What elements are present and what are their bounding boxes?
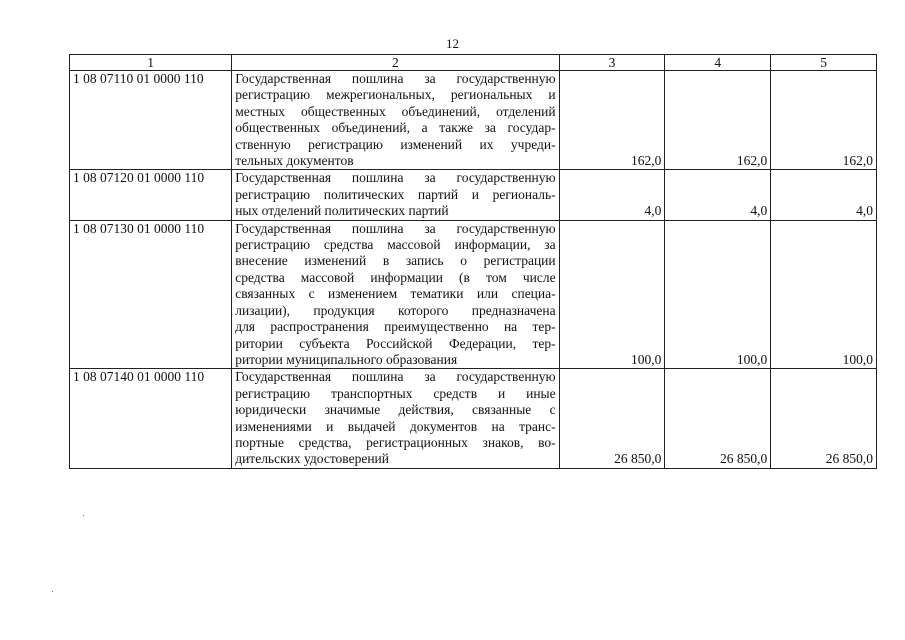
column-header-3: 3: [559, 55, 665, 71]
scan-speck: [83, 515, 84, 516]
amount-cell-col-3: 100,0: [559, 220, 665, 369]
description-line: ственную регистрацию изменений их учреди-: [235, 136, 556, 152]
table-row: [70, 170, 877, 220]
description-line: портные средства, регистрационных знаков, во-: [235, 434, 556, 450]
column-header-4: 4: [665, 55, 771, 71]
description-line: изменениями и выдачей документов на транс-: [235, 418, 556, 434]
table-row: [70, 369, 877, 468]
amount-cell-col-3: 26 850,0: [559, 369, 665, 468]
description-line: Государственная пошлина за государственную: [235, 220, 556, 236]
budget-code-cell: 1 08 07140 01 0000 110: [70, 369, 232, 468]
description-line: тельных документов: [235, 153, 354, 169]
description-line: регистрацию транспортных средств и иные: [235, 385, 556, 401]
description-line: ритории субъекта Российской Федерации, тер-: [235, 335, 556, 351]
column-header-2: 2: [232, 55, 559, 71]
amount-cell-col-4: 4,0: [665, 170, 771, 220]
description-line: ритории муниципального образования: [235, 351, 458, 367]
description-line: дительских удостоверений: [235, 451, 390, 467]
budget-code-cell: 1 08 07120 01 0000 110: [70, 170, 232, 220]
description-line: лизации), продукция которого предназначена: [235, 302, 556, 318]
description-line: Государственная пошлина за государственную: [235, 71, 556, 86]
header-row: [70, 55, 877, 71]
column-header-5: 5: [771, 55, 877, 71]
budget-code-cell: 1 08 07130 01 0000 110: [70, 220, 232, 369]
amount-cell-col-4: 26 850,0: [665, 369, 771, 468]
amount-cell-col-4: 100,0: [665, 220, 771, 369]
description-line: регистрацию политических партий и региональ-: [235, 186, 556, 202]
description-cell: [232, 369, 559, 468]
description-line: ных отделений политических партий: [235, 203, 449, 219]
description-line: общественных объединений, а также за государ-: [235, 120, 556, 136]
description-line: средства массовой информации (в том числе: [235, 269, 556, 285]
column-header-1: 1: [70, 55, 232, 71]
table-row: [70, 71, 877, 170]
description-line: юридически значимые действия, связанные с: [235, 402, 556, 418]
amount-cell-col-3: 162,0: [559, 71, 665, 170]
description-line: Государственная пошлина за государственную: [235, 170, 556, 186]
page-number: 12: [446, 36, 459, 51]
budget-code-cell: 1 08 07110 01 0000 110: [70, 71, 232, 170]
description-line: регистрацию средства массовой информации, за: [235, 237, 556, 253]
table-body: [70, 71, 877, 469]
amount-cell-col-5: 26 850,0: [771, 369, 877, 468]
amount-cell-col-3: 4,0: [559, 170, 665, 220]
amount-cell-col-4: 162,0: [665, 71, 771, 170]
description-line: внесение изменений в запись о регистрации: [235, 253, 556, 269]
amount-cell-col-5: 162,0: [771, 71, 877, 170]
amount-cell-col-5: 4,0: [771, 170, 877, 220]
description-line: местных общественных объединений, отделений: [235, 103, 556, 119]
description-cell: [232, 220, 559, 369]
description-line: для распространения преимущественно на тер-: [235, 319, 556, 335]
description-cell: [232, 71, 559, 170]
description-line: регистрацию межрегиональных, региональных и: [235, 87, 556, 103]
description-cell: [232, 170, 559, 220]
amount-cell-col-5: 100,0: [771, 220, 877, 369]
budget-table: [69, 54, 877, 469]
scan-speck: [52, 591, 53, 592]
description-line: Государственная пошлина за государственную: [235, 369, 556, 385]
description-line: связанных с изменением тематики или специа-: [235, 286, 556, 302]
table-row: [70, 220, 877, 369]
